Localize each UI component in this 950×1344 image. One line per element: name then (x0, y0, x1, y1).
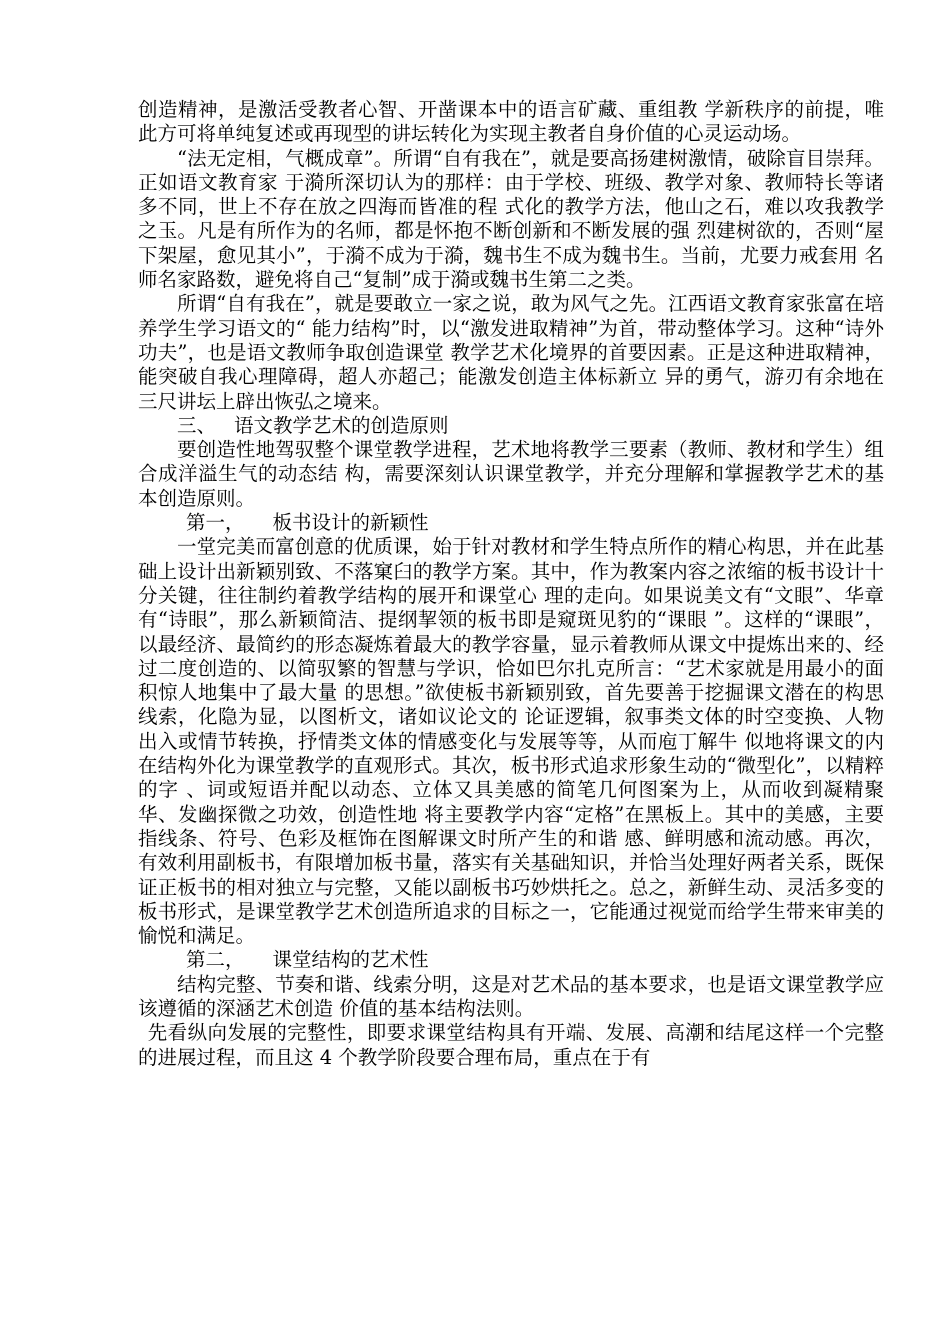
body-paragraph: “法无定相，气概成章”。所谓“自有我在”，就是要高扬建树激情，破除盲目崇拜。正如语文教育家 于漪所深切认为的那样：由于学校、班级、教学对象、教师特长等诸多不同，世上不存在放之四海而皆准的程 式化的教学方法，他山之石，难以攻我教学之玉。凡是有所作为的名师，都是怀抱不断创新和不断发展的强 烈建树欲的，否则“屋下架屋，愈见其小”，于漪不成为于漪，魏书生不成为魏书生。当前，尤要力戒套用 名师名家路数，避免将自己“复制”成于漪或魏书生第二之类。 (138, 146, 884, 292)
subsection-number: 第一， (186, 511, 245, 535)
body-paragraph: 要创造性地驾驭整个课堂教学进程，艺术地将教学三要素（教师、教材和学生）组合成洋溢生气的动态结 构，需要深刻认识课堂教学，并充分理解和掌握教学艺术的基本创造原则。 (138, 438, 884, 510)
section-title: 语文教学艺术的创造原则 (234, 413, 449, 437)
subsection-heading (138, 948, 884, 972)
subsection-heading (138, 511, 884, 535)
subsection-number: 第二， (186, 948, 245, 972)
body-paragraph: 所谓“自有我在”，就是要敢立一家之说，敢为风气之先。江西语文教育家张富在培养学生学习语文的“ 能力结构”时，以“激发进取精神”为首，带动整体学习。这种“诗外功夫”，也是语文教师争取创造课堂 教学艺术化境界的首要因素。正是这种进取精神，能突破自我心理障碍，超人亦超己；能激发创造主体标新立 异的勇气，游刃有余地在三尺讲坛上辟出恢弘之境来。 (138, 292, 884, 413)
section-number: 三、 (177, 413, 217, 437)
body-paragraph: 先看纵向发展的完整性，即要求课堂结构具有开端、发展、高潮和结尾这样一个完整的进展过程，而且这 4 个教学阶段要合理布局，重点在于有 (138, 1021, 884, 1069)
body-paragraph: 一堂完美而富创意的优质课，始于针对教材和学生特点所作的精心构思，并在此基础上设计出新颖别致、不落窠臼的教学方案。其中，作为教案内容之浓缩的板书设计十分关键，往往制约着教学结构的展开和课堂心 理的走向。如果说美文有“文眼”、华章有“诗眼”，那么新颖简洁、提纲挈领的板书即是窥斑见豹的“课眼 ”。这样的“课眼”，以最经济、最简约的形态凝炼着最大的教学容量，显示着教师从课文中提炼出来的、经 过二度创造的、以简驭繁的智慧与学识，恰如巴尔扎克所言：“艺术家就是用最小的面积惊人地集中了最大量 的思想。”欲使板书新颖别致，首先要善于挖掘课文潜在的构思线索，化隐为显，以图析文，诸如议论文的 论证逻辑，叙事类文体的时空变换、人物出入或情节转换，抒情类文体的情感变化与发展等等，从而庖丁解牛 似地将课文的内在结构外化为课堂教学的直观形式。其次，板书形式追求形象生动的“微型化”，以精粹的字 、词或短语并配以动态、立体又具美感的简笔几何图案为上，从而收到凝精聚华、发幽探微之功效，创造性地 将主要教学内容“定格”在黑板上。其中的美感，主要指线条、符号、色彩及框饰在图解课文时所产生的和谐 感、鲜明感和流动感。再次，有效利用副板书，有限增加板书量，落实有关基础知识，并恰当处理好两者关系，既保证正板书的相对独立与完整，又能以副板书巧妙烘托之。总之，新鲜生动、灵活多变的板书形式，是课堂教学艺术创造所追求的目标之一，它能通过视觉而给学生带来审美的愉悦和满足。 (138, 535, 884, 948)
body-paragraph: 创造精神，是激活受教者心智、开凿课本中的语言矿藏、重组教 学新秩序的前提，唯此方可将单纯复述或再现型的讲坛转化为实现主教者自身价值的心灵运动场。 (138, 98, 884, 146)
section-heading (138, 414, 884, 438)
body-paragraph: 结构完整、节奏和谐、线索分明，这是对艺术品的基本要求，也是语文课堂教学应该遵循的深涵艺术创造 价值的基本结构法则。 (138, 972, 884, 1020)
subsection-title: 课堂结构的艺术性 (272, 948, 429, 972)
subsection-title: 板书设计的新颖性 (272, 511, 429, 535)
